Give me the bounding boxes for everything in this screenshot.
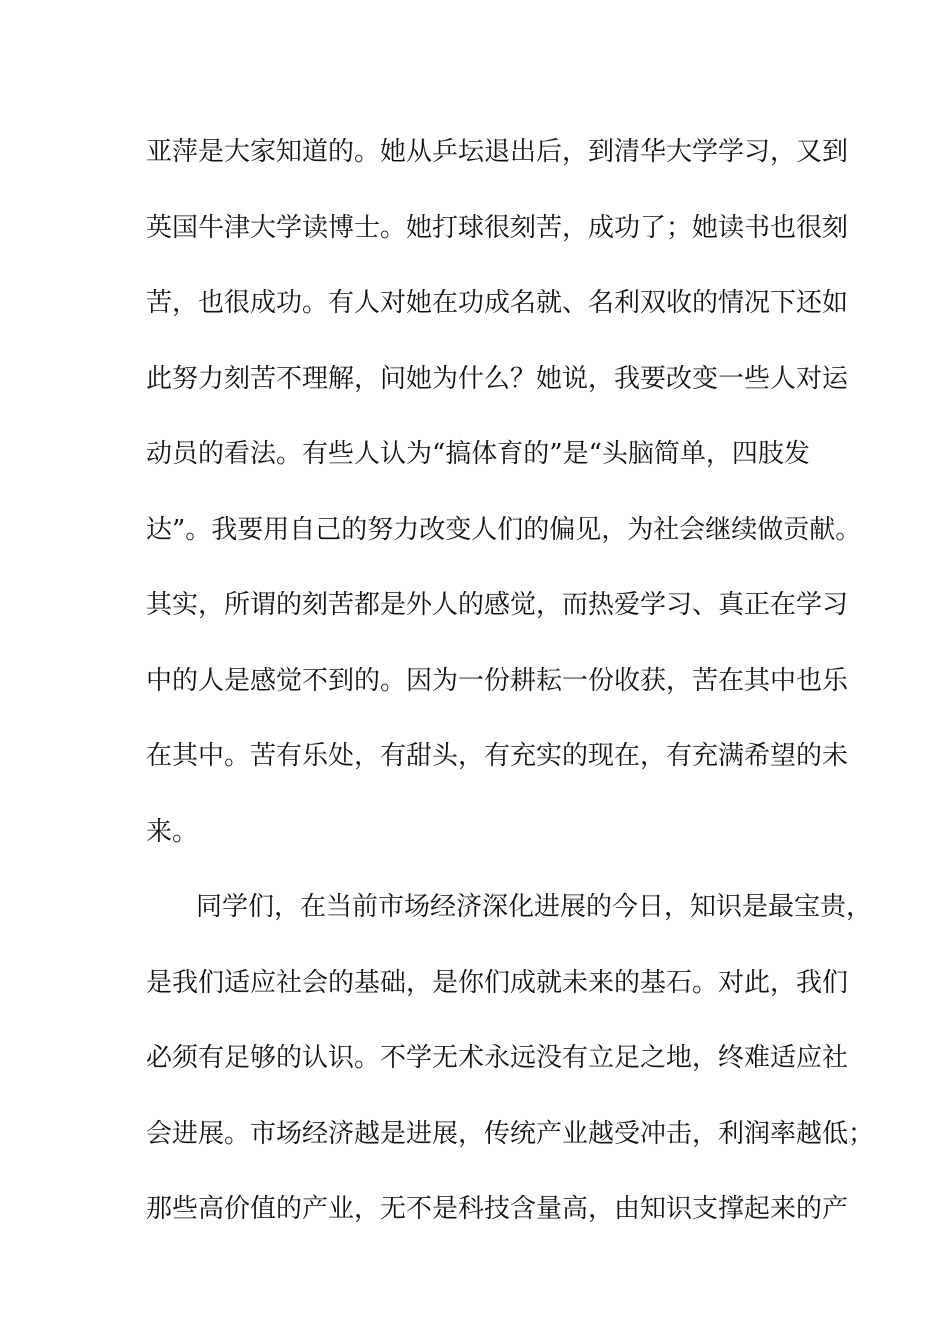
text-line: 达”。我要用自己的努力改变人们的偏见，为社会继续做贡献。 <box>146 514 862 545</box>
text-line: 必须有足够的认识。不学无术永远没有立足之地，终难适应社 <box>146 1043 849 1073</box>
text-line: 在其中。苦有乐处，有甜头，有充实的现在，有充满希望的未 <box>146 741 849 771</box>
text-line: 中的人是感觉不到的。因为一份耕耘一份收获，苦在其中也乐 <box>146 665 849 696</box>
text-line: 动员的看法。有些人认为“搞体育的”是“头脑简单，四肢发 <box>146 439 810 469</box>
text-line: 是我们适应社会的基础，是你们成就未来的基石。对此，我们 <box>146 967 849 998</box>
text-line: 苦，也很成功。有人对她在功成名就、名利双收的情况下还如 <box>146 288 849 318</box>
text-line: 会进展。市场经济越是进展，传统产业越受冲击，利润率越低； <box>146 1118 875 1149</box>
text-line: 来。 <box>146 816 199 847</box>
body-text <box>146 126 875 1259</box>
paragraph-start-line: 同学们，在当前市场经济深化进展的今日，知识是最宝贵， <box>196 892 873 922</box>
text-line: 此努力刻苦不理解，问她为什么？她说，我要改变一些人对运 <box>146 363 849 394</box>
text-line: 英国牛津大学读博士。她打球很刻苦，成功了；她读书也很刻 <box>146 212 849 243</box>
text-line: 那些高价值的产业，无不是科技含量高，由知识支撑起来的产 <box>146 1194 849 1224</box>
text-line: 亚萍是大家知道的。她从乒坛退出后，到清华大学学习，又到 <box>146 137 849 167</box>
text-line: 其实，所谓的刻苦都是外人的感觉，而热爱学习、真正在学习 <box>146 590 849 620</box>
